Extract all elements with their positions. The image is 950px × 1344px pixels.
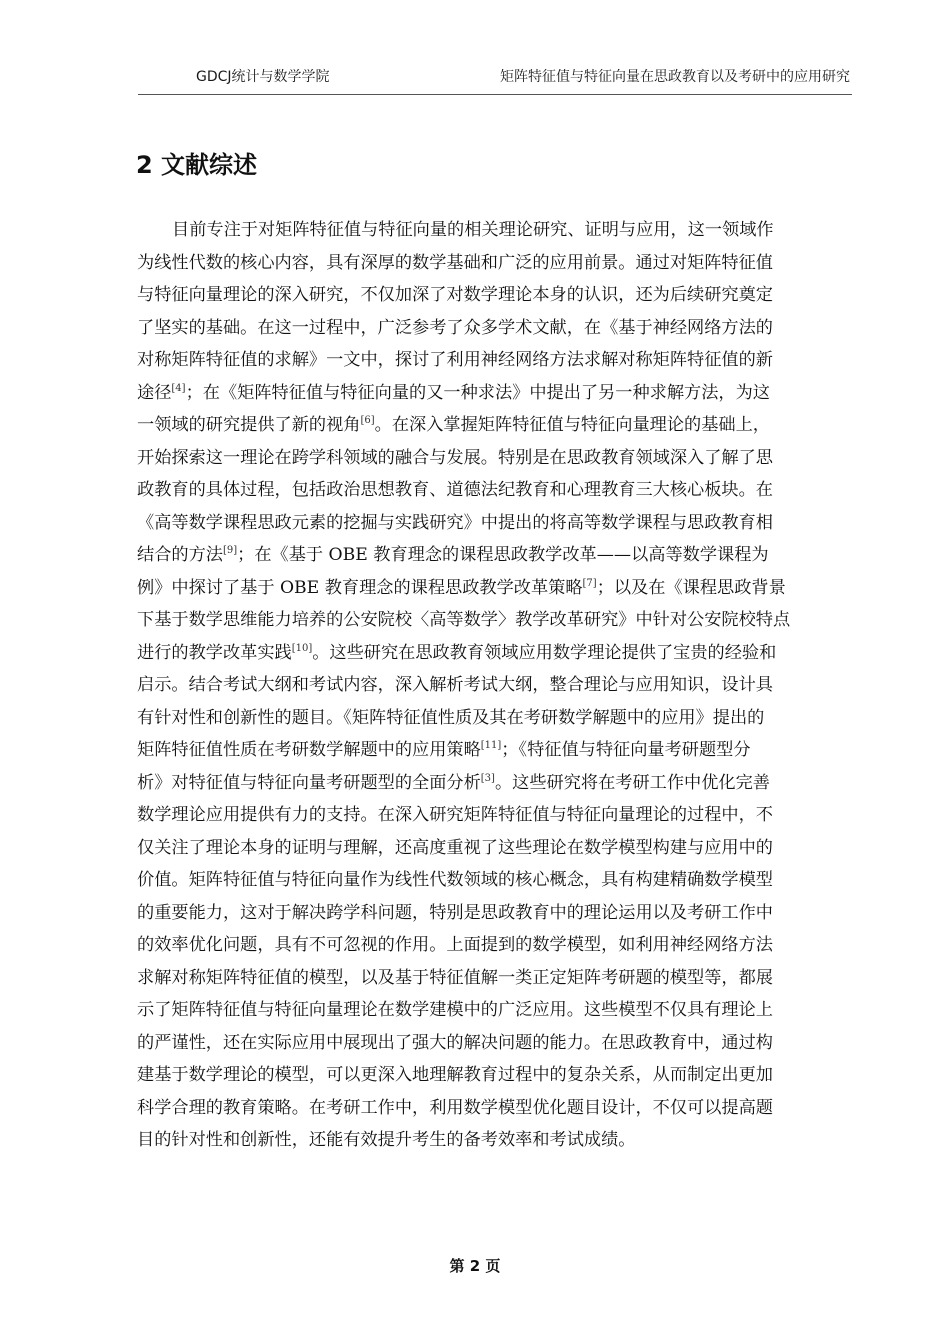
line-text: 的重要能力，这对于解决跨学科问题，特别是思政教育中的理论运用以及考研工作中 — [137, 902, 773, 923]
line-text: 目前专注于对矩阵特征值与特征向量的相关理论研究、证明与应用，这一领域作 — [172, 220, 774, 240]
line-text: 。这些研究将在考研工作中优化完善 — [494, 772, 770, 793]
line-text: 一领域的研究提供了新的视角 — [137, 415, 361, 435]
body-line — [137, 507, 853, 540]
line-text: 科学合理的教育策略。在考研工作中，利用数学模型优化题目设计，不仅可以提高题 — [137, 1097, 773, 1118]
line-text: 对称矩阵特征值的求解》一文中，探讨了利用神经网络方法求解对称矩阵特征值的新 — [137, 350, 773, 370]
body-line — [137, 929, 853, 962]
citation-marker: [7] — [582, 577, 597, 589]
line-text: ；在《矩阵特征值与特征向量的又一种求法》中提出了另一种求解方法，为这 — [185, 382, 770, 403]
line-text: 求解对称矩阵特征值的模型，以及基于特征值解一类正定矩阵考研题的模型等，都展 — [137, 967, 773, 988]
body-line — [137, 539, 853, 572]
citation-marker: [3] — [480, 772, 495, 784]
body-line — [137, 247, 853, 280]
body-line — [137, 572, 853, 605]
body-line — [137, 1027, 853, 1060]
line-text: 价值。矩阵特征值与特征向量作为线性代数领域的核心概念，具有构建精确数学模型 — [137, 870, 773, 890]
line-text: 与特征向量理论的深入研究，不仅加深了对数学理论本身的认识，还为后续研究奠定 — [137, 285, 773, 305]
body-line — [137, 409, 853, 442]
body-line — [137, 962, 853, 995]
body-line — [137, 312, 853, 345]
line-text: 目的针对性和创新性，还能有效提升考生的备考效率和考试成绩。 — [137, 1130, 636, 1150]
body-line — [137, 279, 853, 312]
citation-marker: [10] — [291, 642, 313, 654]
body-line — [137, 734, 853, 767]
line-text: 的严谨性，还在实际应用中展现出了强大的解决问题的能力。在思政教育中，通过构 — [137, 1032, 773, 1053]
line-text: 启示。结合考试大纲和考试内容，深入解析考试大纲，整合理论与应用知识，设计具 — [137, 675, 773, 695]
line-text: 。在深入掌握矩阵特征值与特征向量理论的基础上， — [374, 415, 770, 435]
citation-marker: [11] — [480, 740, 502, 751]
body-line — [137, 377, 853, 410]
line-text: 了坚实的基础。在这一过程中，广泛参考了众多学术文献，在《基于神经网络方法的 — [137, 317, 773, 338]
header-divider — [138, 94, 852, 95]
body-line — [137, 1124, 853, 1157]
body-line — [137, 1059, 853, 1092]
line-text: 为线性代数的核心内容，具有深厚的数学基础和广泛的应用前景。通过对矩阵特征值 — [137, 252, 773, 273]
line-text: 进行的教学改革实践 — [137, 642, 292, 663]
line-text: 有针对性和创新性的题目。《矩阵特征值性质及其在考研数学解题中的应用》提出的 — [137, 707, 765, 728]
line-text: 结合的方法 — [137, 545, 223, 565]
body-line — [137, 604, 853, 637]
line-text: 矩阵特征值性质在考研数学解题中的应用策略 — [137, 740, 481, 760]
line-text: 例》中探讨了基于 OBE 教育理念的课程思政教学改革策略 — [137, 577, 583, 598]
page-header — [0, 66, 950, 86]
line-text: 示了矩阵特征值与特征向量理论在数学建模中的广泛应用。这些模型不仅具有理论上 — [137, 1000, 773, 1020]
line-text: 途径 — [137, 382, 172, 403]
line-text: 的效率优化问题，具有不可忽视的作用。上面提到的数学模型，如利用神经网络方法 — [137, 935, 773, 955]
body-paragraph — [137, 214, 853, 1157]
header-thesis-title: 矩阵特征值与特征向量在思政教育以及考研中的应用研究 — [500, 69, 850, 85]
body-line — [137, 767, 853, 800]
body-line — [137, 864, 853, 897]
header-school: GDCJ统计与数学学院 — [196, 69, 330, 85]
body-line — [137, 442, 853, 475]
citation-marker: [9] — [222, 545, 238, 556]
body-line — [137, 702, 853, 735]
body-line — [137, 897, 853, 930]
line-text: ；以及在《课程思政背景 — [596, 577, 786, 598]
body-line — [137, 1092, 853, 1125]
body-line — [137, 214, 853, 247]
line-text: 。这些研究在思政教育领域应用数学理论提供了宝贵的经验和 — [312, 642, 777, 663]
line-text: 数学理论应用提供有力的支持。在深入研究矩阵特征值与特征向量理论的过程中，不 — [137, 805, 773, 825]
body-line — [137, 637, 853, 670]
body-line — [137, 994, 853, 1027]
line-text: 析》对特征值与特征向量考研题型的全面分析 — [137, 772, 481, 793]
citation-marker: [6] — [360, 415, 375, 426]
body-line — [137, 344, 853, 377]
line-text: 开始探索这一理论在跨学科领域的融合与发展。特别是在思政教育领域深入了解了思 — [137, 447, 773, 468]
body-line — [137, 474, 853, 507]
body-line — [137, 832, 853, 865]
line-text: ；《特征值与特征向量考研题型分 — [501, 740, 751, 760]
body-line — [137, 799, 853, 832]
citation-marker: [4] — [171, 382, 186, 394]
line-text: 《高等数学课程思政元素的挖掘与实践研究》中提出的将高等数学课程与思政教育相 — [137, 512, 773, 533]
section-title: 2 文献综述 — [136, 151, 258, 179]
line-text: 下基于数学思维能力培养的公安院校〈高等数学〉教学改革研究》中针对公安院校特点 — [137, 610, 791, 630]
line-text: 仅关注了理论本身的证明与理解，还高度重视了这些理论在数学模型构建与应用中的 — [137, 837, 773, 858]
line-text: ；在《基于 OBE 教育理念的课程思政教学改革——以高等数学课程为 — [237, 545, 769, 565]
line-text: 政教育的具体过程，包括政治思想教育、道德法纪教育和心理教育三大核心板块。在 — [137, 480, 773, 500]
body-line — [137, 669, 853, 702]
page-number: 第 2 页 — [449, 1257, 501, 1275]
line-text: 建基于数学理论的模型，可以更深入地理解教育过程中的复杂关系，从而制定出更加 — [137, 1065, 773, 1085]
